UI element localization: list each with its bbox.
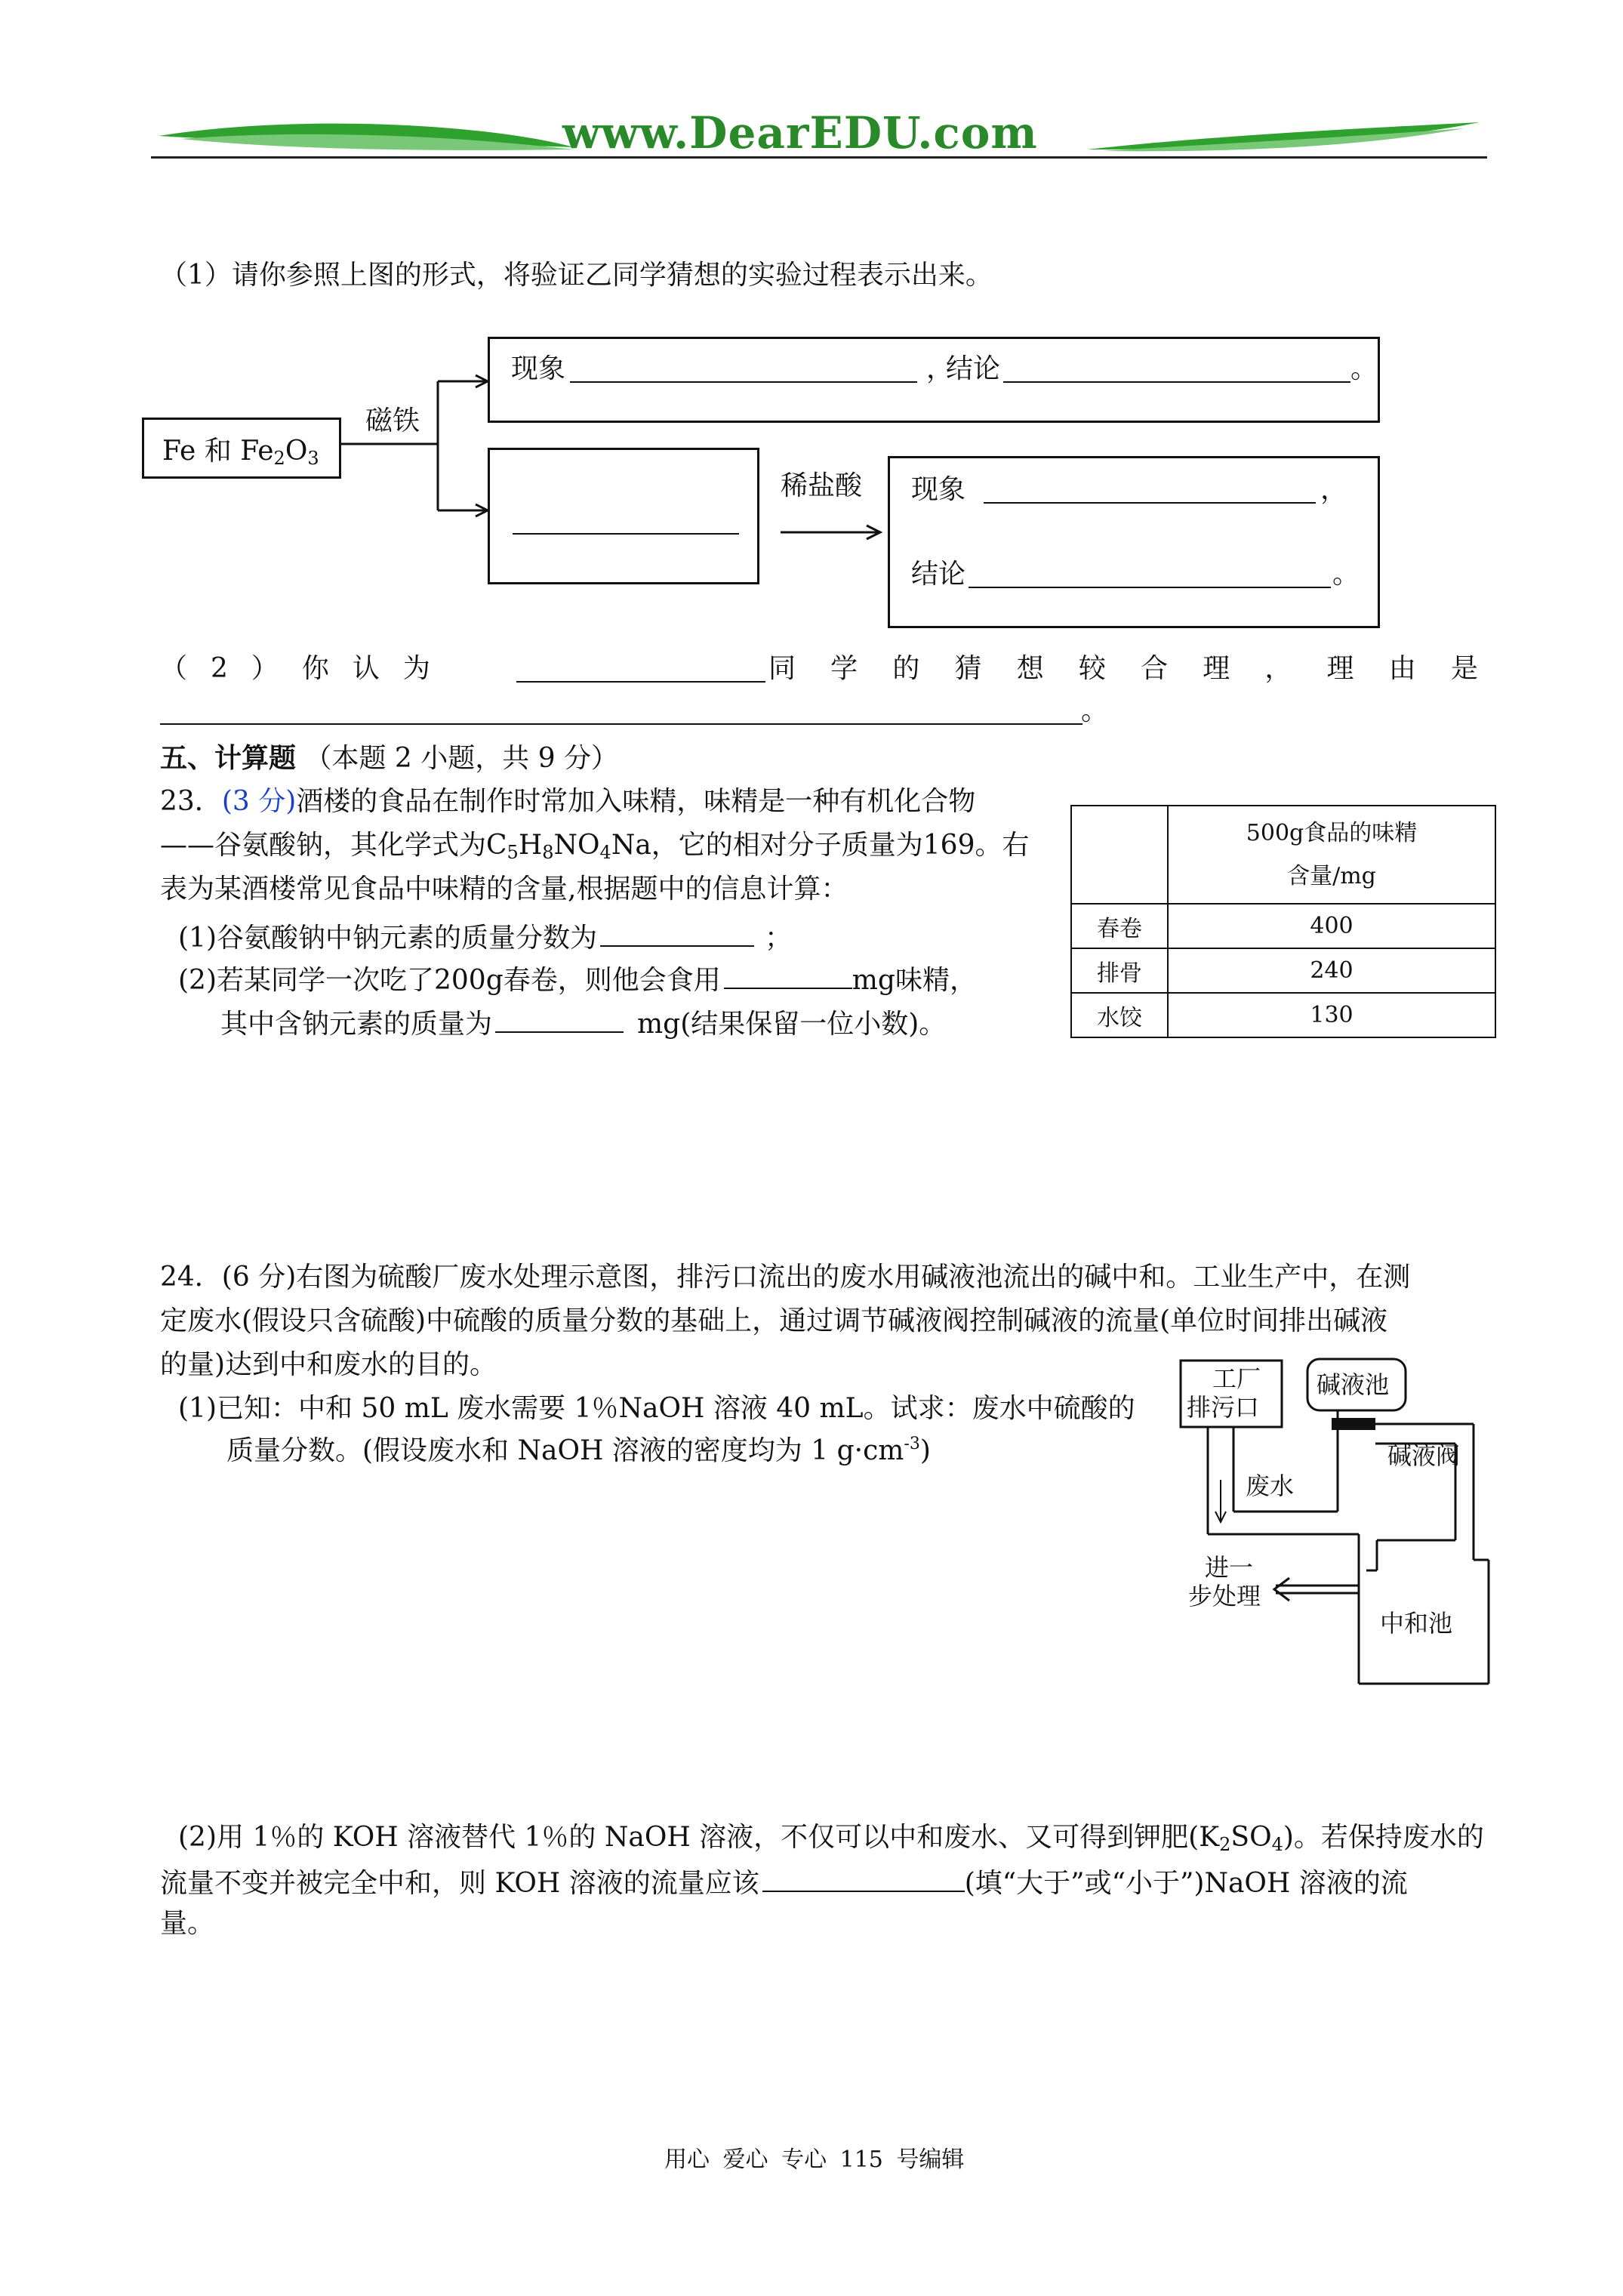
phenomenon-box-top [488,337,1380,423]
q24-line3: 的量)达到中和废水的目的。 [160,1349,497,1380]
table-food-cell: 春卷 [1071,904,1168,948]
table-header-line2: 含量/mg [1287,863,1376,889]
q24-sub2-blank[interactable] [762,1868,965,1892]
diagram-further-label-1: 进一 [1205,1553,1254,1582]
q2-char: 是 [1450,653,1478,684]
q24-sub1-sup: -3 [904,1435,920,1453]
q2-char: 较 [1078,653,1106,684]
top-phenomenon-blank[interactable] [570,359,917,383]
q2-char: 合 [1141,653,1169,684]
diagram-alkali-pool-label: 碱液池 [1317,1370,1390,1399]
q23-number: 23． [160,786,222,817]
flow-start-box [142,418,341,479]
top-conclusion-blank[interactable] [1003,359,1350,383]
q23-line2-a: ——谷氨酸钠，其化学式为C [160,830,507,861]
q24-sub2-line2-b: (填“大于”或“小于”)NaOH 溶液的流 [964,1868,1408,1899]
q2-end-period: 。 [1081,695,1109,726]
q23-line1-text: 酒楼的食品在制作时常加入味精，味精是一种有机化合物 [296,786,976,817]
top-conclusion-label: 结论 [946,353,1001,384]
top-phenomenon-label: 现象 [511,353,566,384]
q23-line3: 表为某酒楼常见食品中味精的含量,根据题中的信息计算： [160,874,848,905]
top-period: 。 [1350,353,1378,384]
q23-sub2-d: mg(结果保留一位小数)。 [637,1009,947,1040]
q23-sub2-cont [220,1009,946,1038]
section5-heading [160,744,618,772]
q24-sub2-line3: 量。 [160,1908,215,1939]
q2-char: 理 [1203,653,1230,684]
q24-line2: 定废水(假设只含硫酸)中硫酸的质量分数的基础上，通过调节碱液阀控制碱液的流量(单位时间排出碱液 [160,1305,1388,1336]
diagram-valve-label: 碱液阀 [1387,1441,1461,1470]
q24-line1: 24．(6 分)右图为硫酸厂废水处理示意图，排污口流出的废水用碱液池流出的碱中和。工业生产中，在测 [160,1262,1411,1293]
q23-sub1-text: (1)谷氨酸钠中钠元素的质量分数为 [178,923,597,954]
flow-start-text: Fe 和 $Fe_2O_3$ [162,436,319,469]
result-box-bottom [888,456,1380,628]
intermediate-box [488,448,759,584]
site-logo-text: www.DearEDU.com [562,107,1038,159]
formula-sub-h: 8 [542,842,554,863]
formula-sub-o: 4 [599,842,611,863]
q24-sub2-line1-text: (2)用 1％的 KOH 溶液替代 1％的 NaOH 溶液，不仅可以中和废水、又可得到钾肥(K [178,1822,1220,1853]
q2-char: 由 [1388,653,1416,684]
table-value-cell: 130 [1168,993,1495,1037]
wastewater-diagram [1178,1344,1495,1691]
q2-char: 理 [1326,653,1354,684]
q24-sub1-line1: (1)已知：中和 50 mL 废水需要 1％NaOH 溶液 40 mL。试求：废水中硫酸的 [178,1393,1135,1424]
q23-sub2-blank1[interactable] [724,965,852,989]
acid-label: 稀盐酸 [781,470,863,501]
table-corner-cell [1071,806,1168,904]
q23-sub2-a: (2)若某同学一次吃了200g春卷，则他会食用 [178,965,721,996]
q2-tail [768,655,1478,683]
table-header-row [1071,806,1495,904]
q23-line2: ——谷氨酸钠，其化学式为$C_5H_8NO_4Na$，它的相对分子质量为169。右 [160,830,1030,863]
diagram-neutral-pool-label: 中和池 [1380,1609,1453,1638]
q2-line [160,655,1478,686]
diagram-further-label-2: 步处理 [1188,1582,1261,1610]
q2-char: ， [1264,653,1292,684]
q2-char: 学 [830,653,858,684]
q1-prompt: （1）请你参照上图的形式，将验证乙同学猜想的实验过程表示出来。 [160,260,993,291]
q2-char: 的 [892,653,920,684]
q23-sub2-c: 其中含钠元素的质量为 [220,1009,493,1040]
table-row [1071,948,1495,993]
q24-sub2-line2 [160,1868,1408,1897]
q2-student-blank[interactable] [516,658,765,683]
section5-title: 五、计算题 [160,742,297,774]
table-row [1071,904,1495,948]
top-comma: ， [926,353,954,384]
table-row [1071,993,1495,1037]
diagram-factory-label: 工厂 [1212,1364,1261,1393]
q24-sub1-end: ) [919,1435,931,1466]
table-value-cell: 240 [1168,948,1495,993]
q2-char: 想 [1016,653,1044,684]
q2-char: 同 [768,653,796,684]
table-food-cell: 水饺 [1071,993,1168,1037]
q24-sub2-line2-a: 流量不变并被完全中和，则 KOH 溶液的流量应该 [160,1868,759,1899]
table-header-line1: 500g食品的味精 [1246,820,1418,846]
q2-reason-blank[interactable] [160,701,1083,725]
q2-char: 猜 [954,653,982,684]
intermediate-blank[interactable] [513,510,739,535]
acid-arrow [778,521,883,544]
q23-line2-b: ，它的相对分子质量为169。右 [651,830,1030,861]
diagram-outlet-label: 排污口 [1187,1393,1260,1422]
bottom-conclusion-label: 结论 [911,559,966,590]
q23-score: (3 分) [221,786,297,817]
q23-sub2 [178,965,977,994]
bottom-phenomenon-label: 现象 [911,474,966,505]
q24-sub2-line1: (2)用 1％的 KOH 溶液替代 1％的 NaOH 溶液，不仅可以中和废水、又可得到钾肥$(K_2SO_4)$。若保持废水的 [178,1822,1484,1855]
magnet-label: 磁铁 [365,405,420,436]
bottom-period: 。 [1332,559,1360,590]
bottom-conclusion-blank[interactable] [969,564,1331,588]
q23-sub1-end: ； [765,923,793,954]
q2-prefix: （2）你认为 [160,653,454,684]
q24-sub2-line1-end: )。若保持废水的 [1283,1822,1484,1853]
q23-line1 [160,788,975,815]
msg-content-table [1070,805,1496,1038]
q23-sub1-blank[interactable] [600,923,754,947]
table-header-cell [1168,806,1495,904]
q23-sub1 [178,923,792,952]
bottom-phenomenon-blank[interactable] [984,479,1316,504]
header-banner [151,106,1487,166]
formula-sub-c: 5 [507,842,519,863]
q23-sub2-blank2[interactable] [495,1009,624,1033]
page-footer: 用心 爱心 专心 115 号编辑 [664,2147,965,2173]
q24-sub1-line2-text: 质量分数。(假设废水和 NaOH 溶液的密度均为 1 g·cm [226,1435,904,1466]
bottom-comma: ， [1320,474,1348,505]
q23-sub2-b: mg味精， [852,965,977,996]
table-food-cell: 排骨 [1071,948,1168,993]
q24-sub1-line2 [226,1435,931,1466]
diagram-wastewater-label: 废水 [1246,1472,1295,1500]
section5-note: （本题 2 小题，共 9 分） [304,743,619,774]
table-value-cell: 400 [1168,904,1495,948]
